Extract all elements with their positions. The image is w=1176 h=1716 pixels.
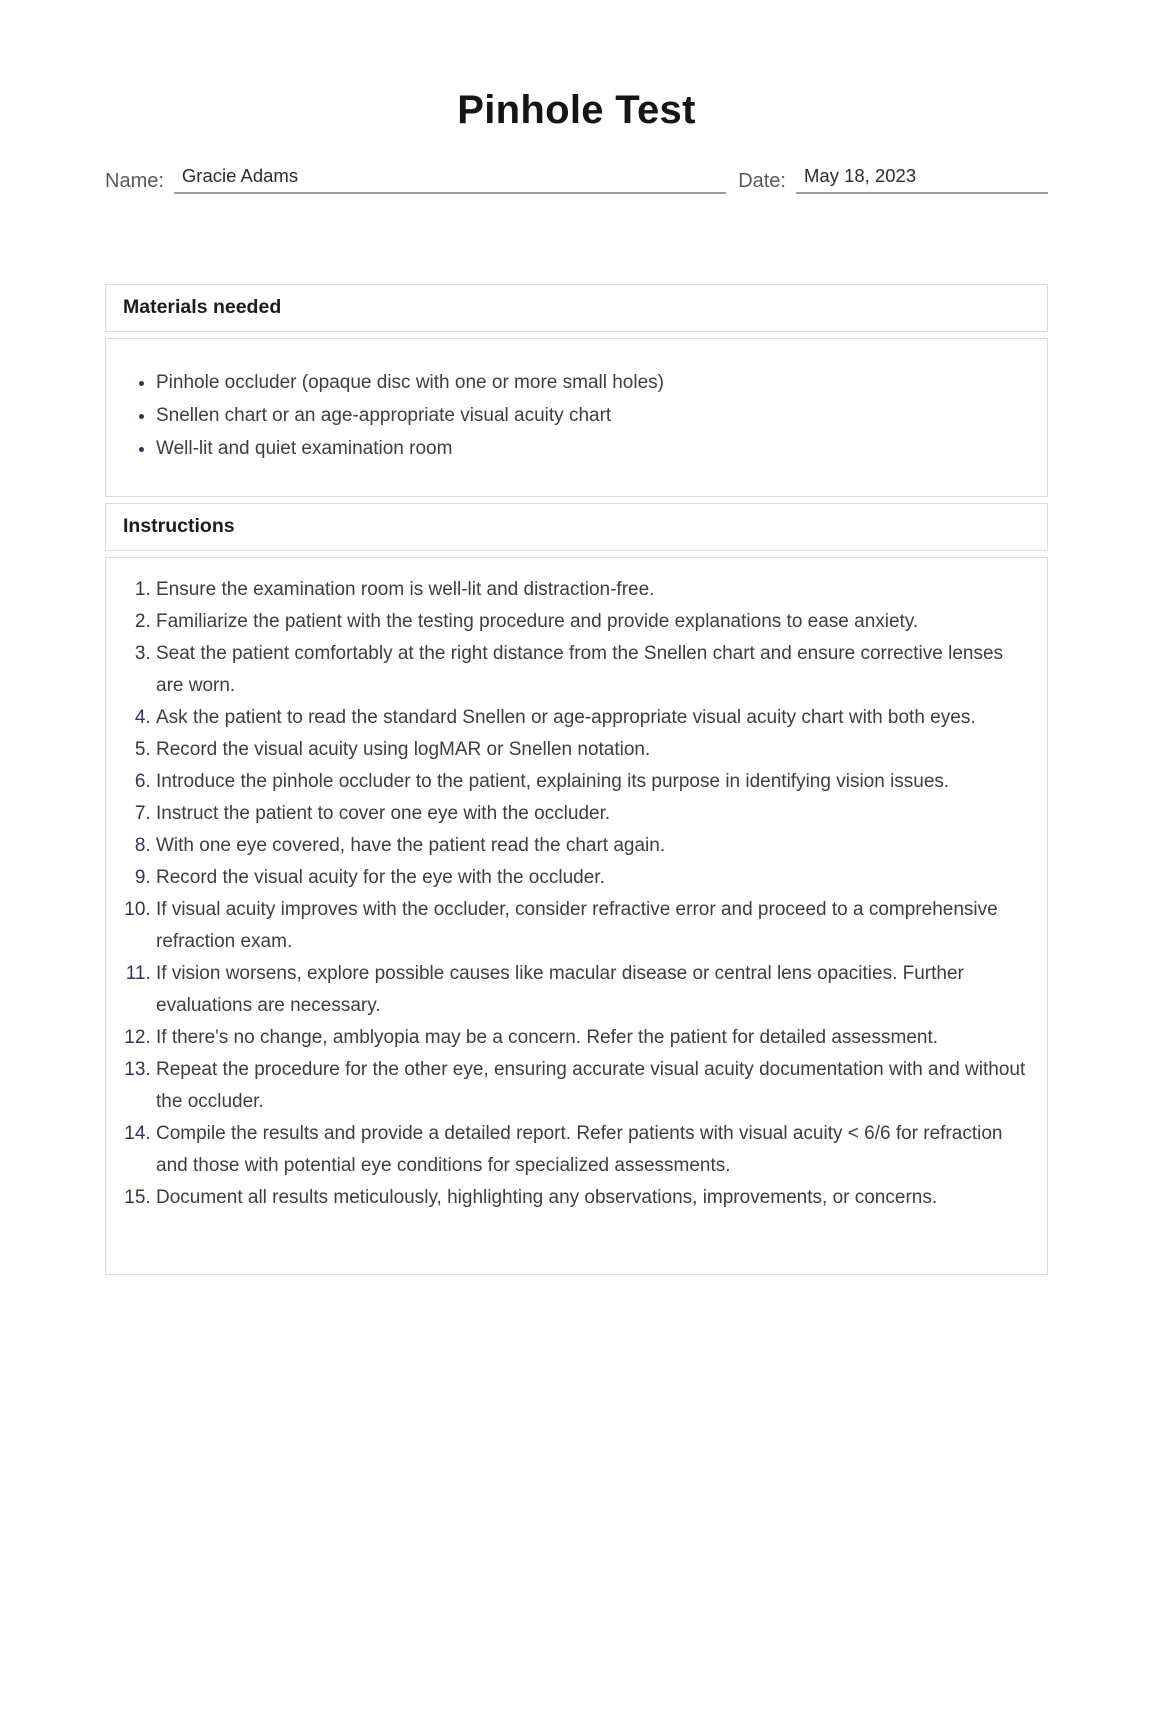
instruction-list-item: 7. Instruct the patient to cover one eye with the occluder. [156, 798, 1027, 830]
date-field-label: Date: [738, 170, 786, 192]
instruction-list-item: 2. Familiarize the patient with the testing procedure and provide explanations to ease anxiety. [156, 606, 1027, 638]
instruction-list-item: 11. If vision worsens, explore possible causes like macular disease or central lens opacities. Further evaluations are necessary. [156, 958, 1027, 1022]
instruction-list-item: 3. Seat the patient comfortably at the right distance from the Snellen chart and ensure corrective lenses are worn. [156, 638, 1027, 702]
instructions-section-heading: Instructions [105, 503, 1048, 551]
instruction-list-item: 9. Record the visual acuity for the eye with the occluder. [156, 862, 1027, 894]
instruction-list-item: 4. Ask the patient to read the standard Snellen or age-appropriate visual acuity chart with both eyes. [156, 702, 1027, 734]
materials-list-item: • Well-lit and quiet examination room [156, 432, 1027, 465]
instruction-list-item: 12. If there's no change, amblyopia may be a concern. Refer the patient for detailed assessment. [156, 1022, 1027, 1054]
instruction-list-item: 5. Record the visual acuity using logMAR or Snellen notation. [156, 734, 1027, 766]
instructions-section [105, 503, 1048, 1275]
instruction-list-item: 6. Introduce the pinhole occluder to the patient, explaining its purpose in identifying vision issues. [156, 766, 1027, 798]
name-date-row [105, 166, 1048, 194]
instruction-list-item: 10. If visual acuity improves with the occluder, consider refractive error and proceed to a comprehensive refraction exam. [156, 894, 1027, 958]
materials-section [105, 284, 1048, 497]
document-page [0, 86, 1176, 1275]
instruction-list-item: 1. Ensure the examination room is well-lit and distraction-free. [156, 574, 1027, 606]
materials-list [106, 366, 1027, 465]
materials-list-item: • Pinhole occluder (opaque disc with one or more small holes) [156, 366, 1027, 399]
date-field[interactable]: May 18, 2023 [796, 166, 1048, 194]
page-title: Pinhole Test [457, 88, 696, 132]
materials-section-body [105, 338, 1048, 497]
name-field[interactable]: Gracie Adams [174, 166, 726, 194]
instructions-section-body [105, 557, 1048, 1275]
name-field-label: Name: [105, 170, 164, 192]
instructions-list [106, 574, 1027, 1214]
instruction-list-item: 13. Repeat the procedure for the other eye, ensuring accurate visual acuity documentation with and without the occluder. [156, 1054, 1027, 1118]
instruction-list-item: 8. With one eye covered, have the patient read the chart again. [156, 830, 1027, 862]
instruction-list-item: 15. Document all results meticulously, highlighting any observations, improvements, or concerns. [156, 1182, 1027, 1214]
instruction-list-item: 14. Compile the results and provide a detailed report. Refer patients with visual acuity < 6/6 for refraction and those with potential eye conditions for specialized assessments. [156, 1118, 1027, 1182]
materials-list-item: • Snellen chart or an age-appropriate visual acuity chart [156, 399, 1027, 432]
materials-section-heading: Materials needed [105, 284, 1048, 332]
